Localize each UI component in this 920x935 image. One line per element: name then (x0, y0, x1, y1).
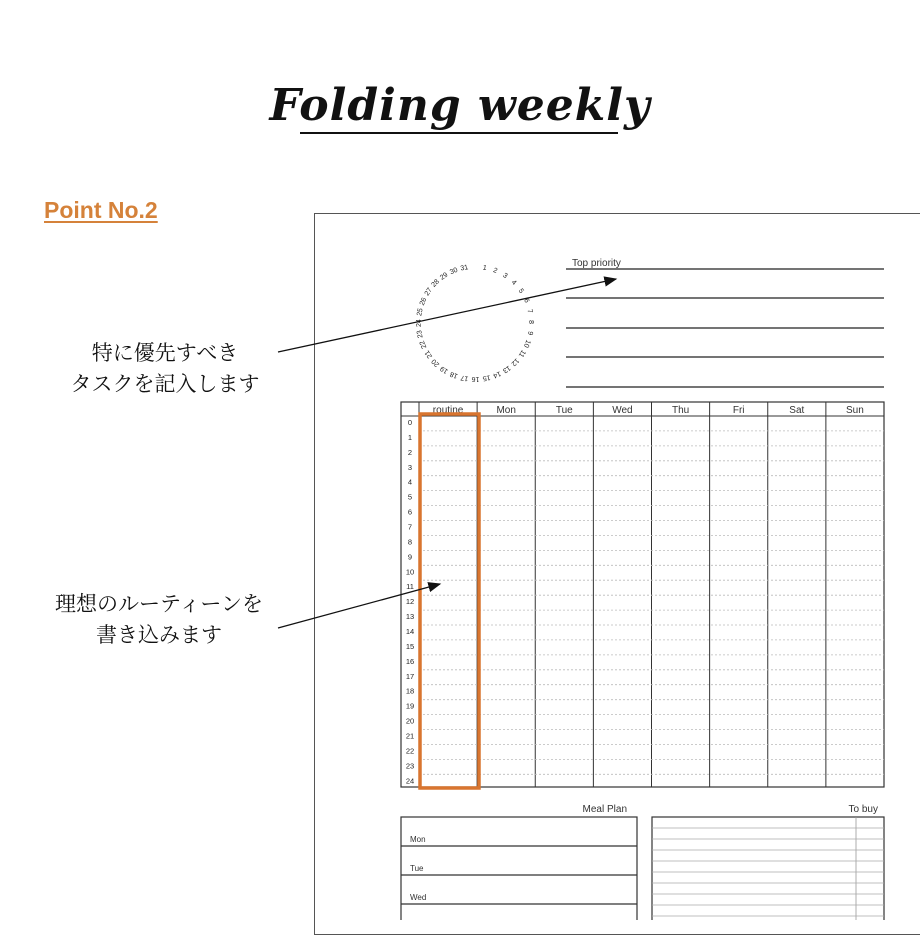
date-ring-day: 27 (423, 286, 434, 298)
date-ring-day: 17 (460, 373, 470, 382)
date-ring (416, 264, 534, 382)
date-ring-day: 6 (522, 297, 531, 305)
column-header: Sun (846, 405, 864, 416)
meal-plan-day: Wed (410, 893, 427, 902)
meal-plan-day: Mon (410, 835, 426, 844)
hour-label: 21 (405, 731, 415, 741)
hour-label: 2 (407, 447, 413, 457)
top-priority-label: Top priority (572, 258, 621, 269)
hour-label: 11 (406, 582, 414, 592)
routine-callout-line2: 書き込みます (96, 623, 222, 647)
hour-label: 4 (407, 477, 413, 487)
date-ring-day: 4 (509, 278, 518, 287)
date-ring-day: 15 (481, 373, 491, 382)
hour-label: 9 (407, 552, 413, 562)
date-ring-day: 25 (416, 307, 425, 317)
date-ring-day: 14 (491, 369, 502, 379)
hour-label: 3 (407, 462, 413, 472)
hour-label: 0 (407, 418, 413, 427)
hour-label: 6 (407, 507, 413, 517)
date-ring-day: 12 (509, 356, 521, 368)
column-header: Wed (612, 405, 633, 416)
hour-label: 15 (405, 641, 415, 651)
date-ring-day: 13 (501, 363, 512, 375)
date-ring-day: 1 (482, 264, 488, 273)
date-ring-day: 11 (516, 348, 527, 359)
routine-highlight-box (420, 414, 479, 788)
hour-label: 20 (405, 716, 415, 726)
priority-callout-line2: タスクを記入します (70, 372, 260, 396)
hour-label: 7 (407, 522, 413, 532)
to-buy-box (652, 817, 884, 920)
date-ring-day: 23 (416, 329, 425, 339)
hour-label: 12 (405, 597, 415, 607)
column-header: Mon (496, 405, 516, 416)
date-ring-day: 7 (525, 308, 534, 314)
priority-arrow (278, 279, 616, 352)
date-ring-day: 28 (430, 278, 441, 289)
point-label: Point No.2 (44, 197, 158, 223)
hour-label: 23 (405, 761, 415, 771)
hour-label: 22 (405, 746, 415, 756)
hour-label: 5 (407, 492, 413, 502)
to-buy-title: To buy (848, 804, 878, 815)
column-header: Thu (671, 405, 690, 416)
meal-plan-title: Meal Plan (582, 804, 627, 815)
date-ring-day: 18 (449, 369, 459, 380)
routine-arrow (278, 584, 440, 628)
date-ring-day: 26 (418, 296, 429, 307)
routine-callout-line1: 理想のルーティーンを (55, 592, 263, 616)
hour-label: 8 (407, 537, 413, 547)
column-header: routine (432, 405, 464, 416)
hour-label: 17 (405, 671, 415, 681)
date-ring-day: 31 (459, 264, 469, 273)
column-header: Tue (555, 405, 573, 416)
meal-plan-box (401, 817, 637, 920)
date-ring-day: 5 (516, 287, 525, 295)
meal-plan-day: Tue (410, 864, 424, 873)
weekly-schedule-grid (401, 402, 884, 787)
column-header: Fri (732, 405, 745, 416)
hour-label: 10 (405, 567, 415, 577)
hour-label: 24 (405, 776, 415, 786)
date-ring-day: 10 (521, 338, 532, 349)
date-ring-day: 9 (525, 330, 534, 336)
date-ring-day: 3 (501, 272, 509, 281)
date-ring-day: 8 (527, 320, 535, 325)
priority-callout-line1: 特に優先すべき (91, 341, 239, 365)
date-ring-day: 20 (430, 357, 442, 368)
hour-label: 18 (405, 686, 415, 696)
hour-label: 1 (407, 432, 413, 442)
date-ring-day: 30 (448, 266, 459, 277)
priority-lines (566, 269, 884, 387)
hour-label: 19 (405, 701, 415, 711)
date-ring-day: 19 (439, 364, 450, 375)
date-ring-day: 21 (423, 348, 434, 360)
date-ring-day: 29 (439, 271, 450, 282)
hour-label: 13 (405, 612, 415, 622)
hour-label: 16 (405, 656, 415, 666)
to-buy-border (652, 817, 884, 920)
date-ring-day: 2 (492, 267, 499, 276)
page-title: Folding weekly (269, 80, 651, 131)
column-header: Sat (789, 405, 805, 416)
date-ring-day: 16 (471, 375, 480, 383)
hour-label: 14 (405, 627, 415, 636)
date-ring-day: 24 (415, 319, 423, 328)
date-ring-day: 22 (418, 339, 429, 350)
